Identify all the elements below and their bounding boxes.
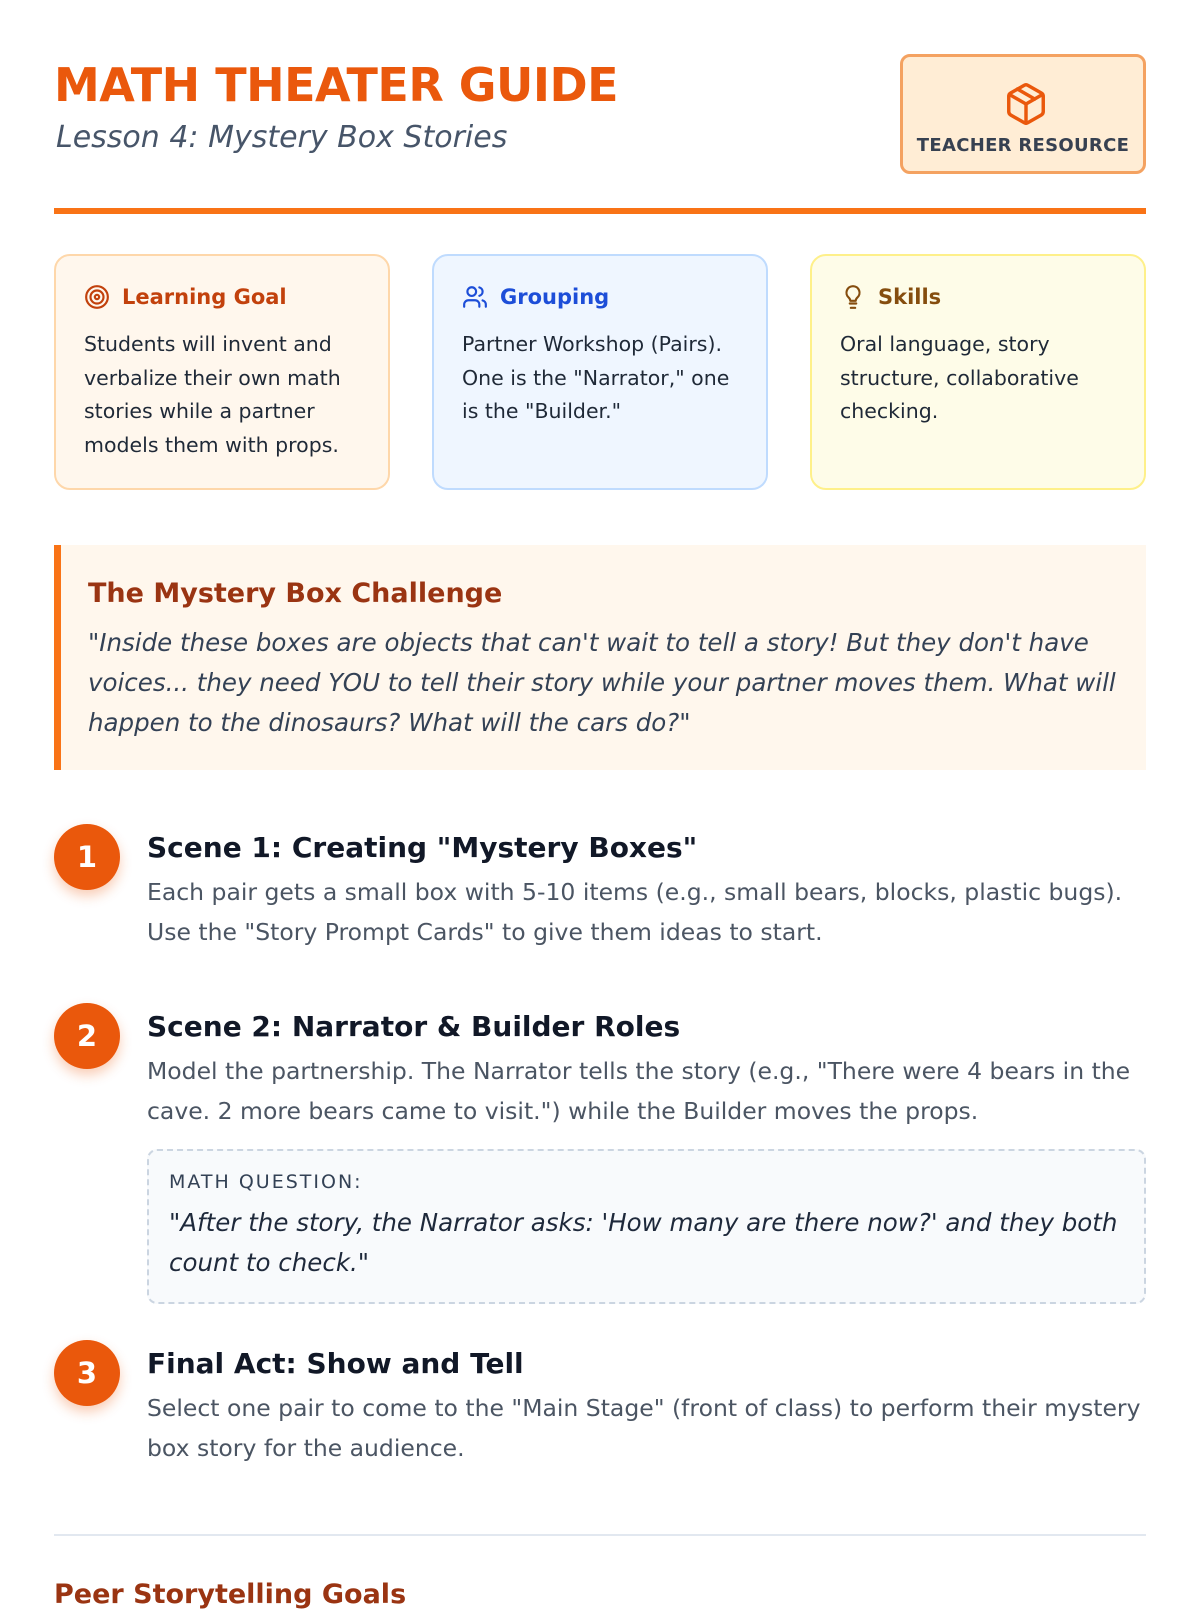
badge-label: TEACHER RESOURCE — [916, 135, 1130, 156]
header-divider — [54, 208, 1146, 214]
step-title: Scene 2: Narrator & Builder Roles — [147, 1010, 681, 1043]
challenge-callout — [54, 545, 1146, 770]
next-section-title: Peer Storytelling Goals — [54, 1579, 407, 1610]
card-text: Partner Workshop (Pairs). One is the "Narrator," one is the "Builder." — [462, 332, 730, 423]
step-title: Final Act: Show and Tell — [147, 1347, 524, 1380]
info-cards — [54, 254, 1146, 490]
card-title: Grouping — [500, 285, 610, 309]
challenge-title: The Mystery Box Challenge — [88, 578, 503, 609]
card-text: Oral language, story structure, collaborative checking. — [840, 332, 1079, 423]
step-title: Scene 1: Creating "Mystery Boxes" — [147, 831, 698, 864]
section-divider — [54, 1534, 1146, 1536]
math-question-text: "After the story, the Narrator asks: 'How many are there now?' and they both count to check." — [169, 1208, 1118, 1277]
users-icon — [462, 284, 488, 310]
step-text: Select one pair to come to the "Main Stage" (front of class) to perform their mystery box story for the audience. — [147, 1394, 1141, 1462]
math-question-label: MATH QUESTION: — [169, 1171, 363, 1193]
box-icon — [1003, 81, 1049, 127]
step-number-badge: 3 — [54, 1340, 120, 1406]
step-text: Each pair gets a small box with 5-10 items (e.g., small bears, blocks, plastic bugs). Use the "Story Prompt Cards" to give them ideas to start. — [147, 878, 1123, 946]
card-title: Skills — [878, 285, 942, 309]
page-title: MATH THEATER GUIDE — [54, 58, 619, 112]
card-title: Learning Goal — [122, 285, 287, 309]
grouping-card — [432, 254, 768, 490]
math-question-box — [147, 1149, 1146, 1304]
lesson-subtitle: Lesson 4: Mystery Box Stories — [56, 120, 508, 155]
step-number-badge: 1 — [54, 824, 120, 890]
teacher-resource-badge — [900, 54, 1146, 174]
challenge-quote: "Inside these boxes are objects that can't wait to tell a story! But they don't have voices... they need YOU to tell their story while your partner moves them. What will happen to the dinosaurs? What will the cars do?" — [88, 628, 1116, 737]
page-header — [54, 52, 1146, 212]
target-icon — [84, 284, 110, 310]
learning-goal-card — [54, 254, 390, 490]
lightbulb-icon — [840, 284, 866, 310]
step-number-badge: 2 — [54, 1003, 120, 1069]
step-text: Model the partnership. The Narrator tells the story (e.g., "There were 4 bears in the cave. 2 more bears came to visit.") while the Builder moves the props. — [147, 1057, 1131, 1125]
card-text: Students will invent and verbalize their own math stories while a partner models them with props. — [84, 332, 341, 457]
skills-card — [810, 254, 1146, 490]
